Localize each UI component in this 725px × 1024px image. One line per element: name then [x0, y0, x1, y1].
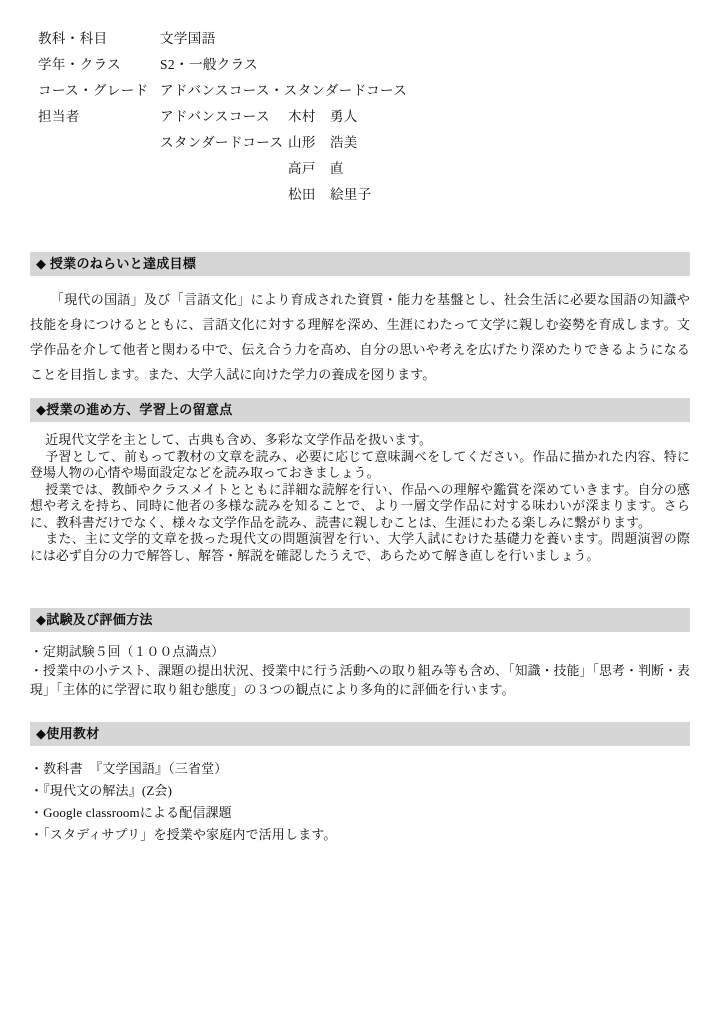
- meta-value-subject: 文学国語: [160, 31, 216, 46]
- meta-label-course-grade: コース・グレード: [38, 83, 149, 98]
- teacher-given-name: 直: [330, 161, 344, 176]
- meta-value-course-grade: アドバンスコース・スタンダードコース: [160, 83, 408, 98]
- teacher-surname: 木村: [288, 109, 316, 124]
- paragraph: 近現代文学を主として、古典も含め、多彩な文学作品を扱います。: [45, 433, 432, 447]
- meta-row-subject: [38, 30, 678, 47]
- meta-row-teachers: [38, 108, 678, 212]
- teacher-course: アドバンスコース: [160, 109, 270, 124]
- paragraph: 授業では、教師やクラスメイトとともに詳細な読解を行い、作品への理解や鑑賞を深めていきます。自分の感想や考えを持ち、同時に他者の多様な読みを知ることで、より一層文学作品に対する味わいが深まります。さらに、教科書だけでなく、様々な文学作品を読み、読書に親しむことは、生涯にわたる楽しみに繋がります。: [30, 482, 690, 530]
- teacher-given-name: 勇人: [330, 109, 358, 124]
- teacher-row: [160, 134, 372, 151]
- teacher-name: [288, 160, 344, 177]
- section-aims: [30, 252, 690, 387]
- meta-label-grade-class: 学年・クラス: [38, 57, 121, 72]
- paragraph: また、主に文学的文章を扱った現代文の問題演習を行い、大学入試にむけた基礎力を養います。問題演習の際には必ず自分の力で解答し、解答・解説を確認したうえで、あらためて解き直しを行いましょう。: [30, 532, 690, 563]
- section-method: [30, 398, 690, 564]
- section-body-assessment: [30, 632, 690, 700]
- teacher-surname: 高戸: [288, 161, 316, 176]
- meta-value-grade-class: S2・一般クラス: [160, 57, 259, 72]
- meta-row-grade-class: [38, 56, 678, 73]
- meta-label-subject: 教科・科目: [38, 31, 108, 46]
- list-item: ・『現代文の解法』(Z会): [30, 783, 173, 798]
- section-heading-assessment: ◆試験及び評価方法: [30, 608, 690, 632]
- section-materials: [30, 722, 690, 846]
- teacher-given-name: 浩美: [330, 135, 358, 150]
- teacher-list: [160, 108, 372, 212]
- list-item: ・定期試験５回（１００点満点）: [30, 645, 225, 659]
- teacher-name: [288, 134, 358, 151]
- list-item: ・「スタディサプリ」を授業や家庭内で活用します。: [30, 827, 337, 842]
- teacher-row: [160, 160, 372, 177]
- teacher-course: スタンダードコース: [160, 135, 284, 150]
- section-heading-materials: ◆使用教材: [30, 722, 690, 746]
- list-item: ・教科書 『文学国語』（三省堂）: [30, 761, 228, 776]
- section-body-aims: [30, 276, 690, 387]
- list-item: ・Google classroomによる配信課題: [30, 805, 232, 820]
- teacher-row: [160, 186, 372, 203]
- section-body-materials: [30, 746, 690, 846]
- teacher-given-name: 絵里子: [330, 187, 372, 202]
- course-meta-block: [38, 30, 678, 221]
- meta-row-course-grade: [38, 82, 678, 99]
- teacher-surname: 松田: [288, 187, 316, 202]
- section-assessment: [30, 608, 690, 700]
- teacher-name: [288, 186, 372, 203]
- teacher-row: [160, 108, 372, 125]
- meta-label-teachers: 担当者: [38, 109, 80, 124]
- list-item: ・授業中の小テスト、課題の提出状況、授業中に行う活動への取り組み等も含め、「知識・技能」「思考・判断・表現」「主体的に学習に取り組む態度」の３つの観点により多角的に評価を行います。: [30, 664, 690, 697]
- section-body-method: [30, 422, 690, 564]
- paragraph: 予習として、前もって教材の文章を読み、必要に応じて意味調べをしてください。作品に描かれた内容、特に登場人物の心情や場面設定などを読み取っておきましょう。: [30, 449, 690, 480]
- section-heading-aims: ◆ 授業のねらいと達成目標: [30, 252, 690, 276]
- teacher-name: [288, 108, 358, 125]
- teacher-surname: 山形: [288, 135, 316, 150]
- section-heading-method: ◆授業の進め方、学習上の留意点: [30, 398, 690, 422]
- paragraph: 「現代の国語」及び「言語文化」により育成された資質・能力を基盤とし、社会生活に必要な国語の知識や技能を身につけるとともに、言語文化に対する理解を深め、生涯にわたって文学に親しむ姿勢を育成します。文学作品を介して他者と関わる中で、伝え合う力を高め、自分の思いや考えを広げたり深めたりできるようになることを目指します。また、大学入試に向けた学力の養成を図ります。: [30, 292, 690, 382]
